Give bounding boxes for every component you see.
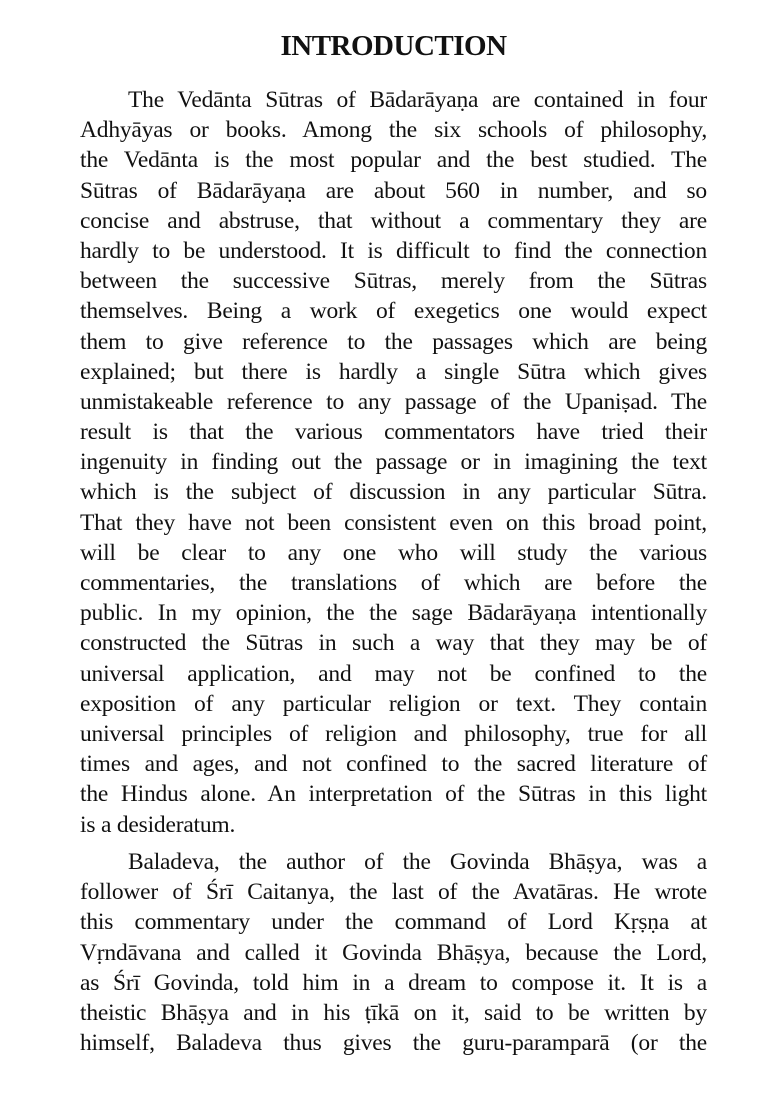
text-line: which is the subject of discussion in any particular Sūtra. — [80, 479, 707, 506]
text-line: concise and abstruse, that without a commentary they are — [80, 207, 707, 234]
text-line: explained; but there is hardly a single Sūtra which gives — [80, 358, 707, 385]
paragraph-2 — [80, 847, 707, 1058]
text-line: universal application, and may not be confined to the — [80, 660, 707, 687]
page-title: INTRODUCTION — [280, 30, 507, 62]
text-line: themselves. Being a work of exegetics one would expect — [80, 298, 707, 325]
text-line: The Vedānta Sūtras of Bādarāyaṇa are contained in four — [128, 87, 707, 113]
text-line: Sūtras of Bādarāyaṇa are about 560 in number, and so — [80, 177, 707, 204]
text-line: between the successive Sūtras, merely from the Sūtras — [80, 268, 707, 295]
text-line: them to give reference to the passages which are being — [80, 328, 707, 355]
text-line: commentaries, the translations of which are before the — [80, 570, 707, 596]
text-line: himself, Baladeva thus gives the guru-paramparā (or the — [80, 1030, 707, 1057]
text-line: exposition of any particular religion or text. They contain — [80, 690, 707, 717]
text-line: unmistakeable reference to any passage of the Upaniṣad. The — [80, 388, 707, 415]
text-line: ingenuity in finding out the passage or in imagining the text — [80, 449, 707, 476]
text-line: result is that the various commentators have tried their — [80, 419, 707, 446]
text-line: as Śrī Govinda, told him in a dream to compose it. It is a — [80, 969, 707, 996]
text-line: is a desideratum. — [80, 811, 236, 838]
text-line: Baladeva, the author of the Govinda Bhāṣya, was a — [128, 849, 707, 875]
text-line: That they have not been consistent even on this broad point, — [80, 509, 707, 536]
text-line: constructed the Sūtras in such a way that they may be of — [80, 630, 707, 657]
text-line: this commentary under the command of Lord Kṛṣṇa at — [80, 909, 707, 936]
text-line: the Hindus alone. An interpretation of the Sūtras in this light — [80, 781, 707, 808]
text-line: follower of Śrī Caitanya, the last of the Avatāras. He wrote — [80, 879, 707, 906]
text-line: public. In my opinion, the the sage Bādarāyaṇa intentionally — [80, 600, 707, 627]
text-line: will be clear to any one who will study the various — [80, 539, 707, 566]
text-line: hardly to be understood. It is difficult to find the connection — [80, 237, 707, 264]
text-line: times and ages, and not confined to the sacred literature of — [80, 751, 707, 778]
text-line: universal principles of religion and philosophy, true for all — [80, 720, 707, 747]
paragraph-1 — [80, 85, 707, 840]
text-line: theistic Bhāṣya and in his ṭīkā on it, said to be written by — [80, 999, 707, 1026]
text-line: the Vedānta is the most popular and the best studied. The — [80, 147, 707, 174]
text-line: Vṛndāvana and called it Govinda Bhāṣya, because the Lord, — [80, 939, 707, 966]
text-line: Adhyāyas or books. Among the six schools of philosophy, — [80, 117, 707, 144]
